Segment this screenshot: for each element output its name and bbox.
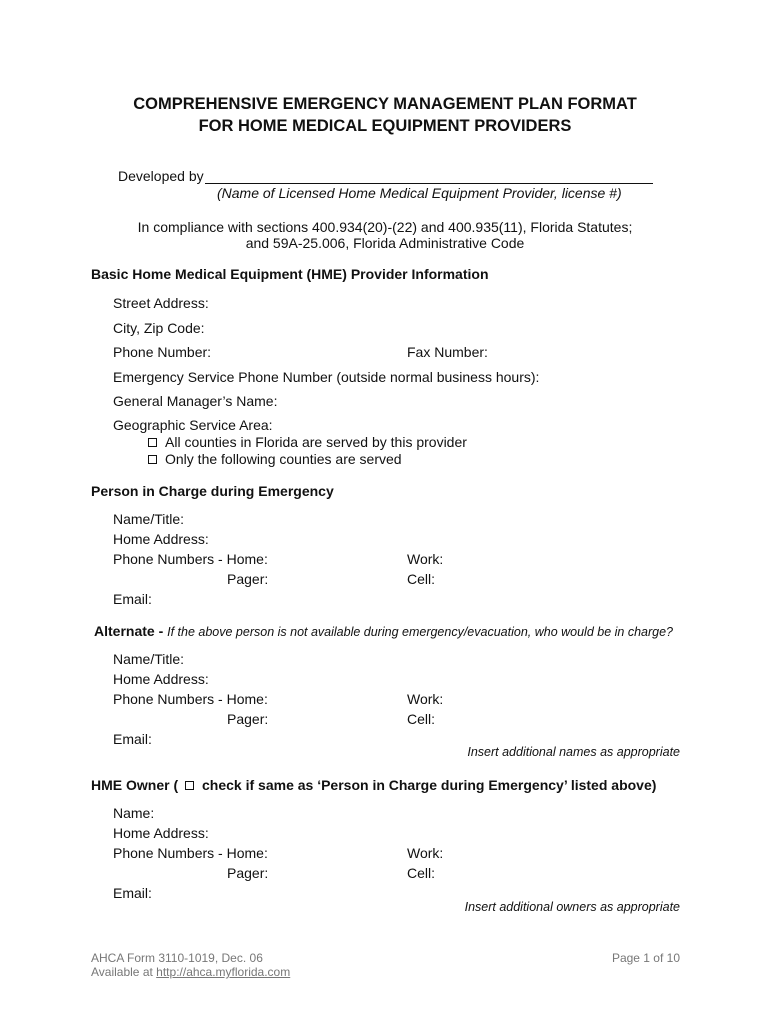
person-in-charge-heading: Person in Charge during Emergency xyxy=(91,483,334,499)
basic-info-heading: Basic Home Medical Equipment (HME) Provider Information xyxy=(91,266,489,282)
alternate-label: Alternate - xyxy=(94,623,164,639)
footer-form-number: AHCA Form 3110-1019, Dec. 06 xyxy=(91,951,263,965)
alternate-note: If the above person is not available during emergency/evacuation, who would be in charge? xyxy=(167,625,674,639)
geographic-area-label: Geographic Service Area: xyxy=(113,417,273,433)
pic-cell-label: Cell: xyxy=(407,571,436,587)
pic-phone-home-label: Phone Numbers - Home: xyxy=(113,551,268,567)
alt-phone-home-label: Phone Numbers - Home: xyxy=(113,691,268,707)
pic-pager-label: Pager: xyxy=(227,571,269,587)
option-all-counties[interactable] xyxy=(148,434,467,450)
option-all-counties-label: All counties in Florida are served by this provider xyxy=(165,434,467,450)
option-only-counties-label: Only the following counties are served xyxy=(165,451,402,467)
pic-email-label: Email: xyxy=(113,591,152,607)
owner-pager-label: Pager: xyxy=(227,865,269,881)
phone-number-label: Phone Number: xyxy=(113,344,212,360)
compliance-line-2: and 59A-25.006, Florida Administrative Code xyxy=(245,235,525,251)
alt-home-address-label: Home Address: xyxy=(113,671,209,687)
option-only-counties[interactable] xyxy=(148,451,402,467)
provider-name-field[interactable] xyxy=(205,183,653,184)
owner-name-label: Name: xyxy=(113,805,155,821)
city-zip-label: City, Zip Code: xyxy=(113,320,205,336)
developed-by-label: Developed by xyxy=(118,168,204,184)
footer-available xyxy=(91,965,290,979)
hme-owner-heading-end: check if same as ‘Person in Charge during Emergency’ listed above) xyxy=(202,777,657,793)
owner-phone-home-label: Phone Numbers - Home: xyxy=(113,845,268,861)
alternate-heading xyxy=(94,623,673,639)
alt-pager-label: Pager: xyxy=(227,711,269,727)
pic-name-label: Name/Title: xyxy=(113,511,185,527)
hme-owner-heading-start: HME Owner ( xyxy=(91,777,179,793)
alt-work-label: Work: xyxy=(407,691,444,707)
pic-home-address-label: Home Address: xyxy=(113,531,209,547)
alt-name-label: Name/Title: xyxy=(113,651,185,667)
alt-cell-label: Cell: xyxy=(407,711,436,727)
hme-owner-heading xyxy=(91,777,656,793)
checkbox-all-counties[interactable] xyxy=(148,438,157,447)
alt-insert-note: Insert additional names as appropriate xyxy=(467,745,680,759)
owner-insert-note: Insert additional owners as appropriate xyxy=(464,900,680,914)
street-address-label: Street Address: xyxy=(113,295,209,311)
footer-url-link[interactable]: http://ahca.myflorida.com xyxy=(156,965,291,979)
compliance-line-1: In compliance with sections 400.934(20)-(22) and 400.935(11), Florida Statutes; xyxy=(137,219,633,235)
alt-email-label: Email: xyxy=(113,731,152,747)
checkbox-only-counties[interactable] xyxy=(148,455,157,464)
pic-work-label: Work: xyxy=(407,551,444,567)
footer-page-number: Page 1 of 10 xyxy=(611,951,680,965)
owner-work-label: Work: xyxy=(407,845,444,861)
provider-name-caption: (Name of Licensed Home Medical Equipment Provider, license #) xyxy=(217,185,622,201)
fax-number-label: Fax Number: xyxy=(407,344,488,360)
emergency-phone-label: Emergency Service Phone Number (outside normal business hours): xyxy=(113,369,540,385)
general-manager-label: General Manager’s Name: xyxy=(113,393,278,409)
owner-email-label: Email: xyxy=(113,885,152,901)
title-line-1: COMPREHENSIVE EMERGENCY MANAGEMENT PLAN FORMAT xyxy=(133,95,637,113)
checkbox-same-as-pic[interactable] xyxy=(185,781,194,790)
title-line-2: FOR HOME MEDICAL EQUIPMENT PROVIDERS xyxy=(198,117,572,135)
footer-available-label: Available at xyxy=(91,965,153,979)
owner-cell-label: Cell: xyxy=(407,865,436,881)
owner-home-address-label: Home Address: xyxy=(113,825,209,841)
